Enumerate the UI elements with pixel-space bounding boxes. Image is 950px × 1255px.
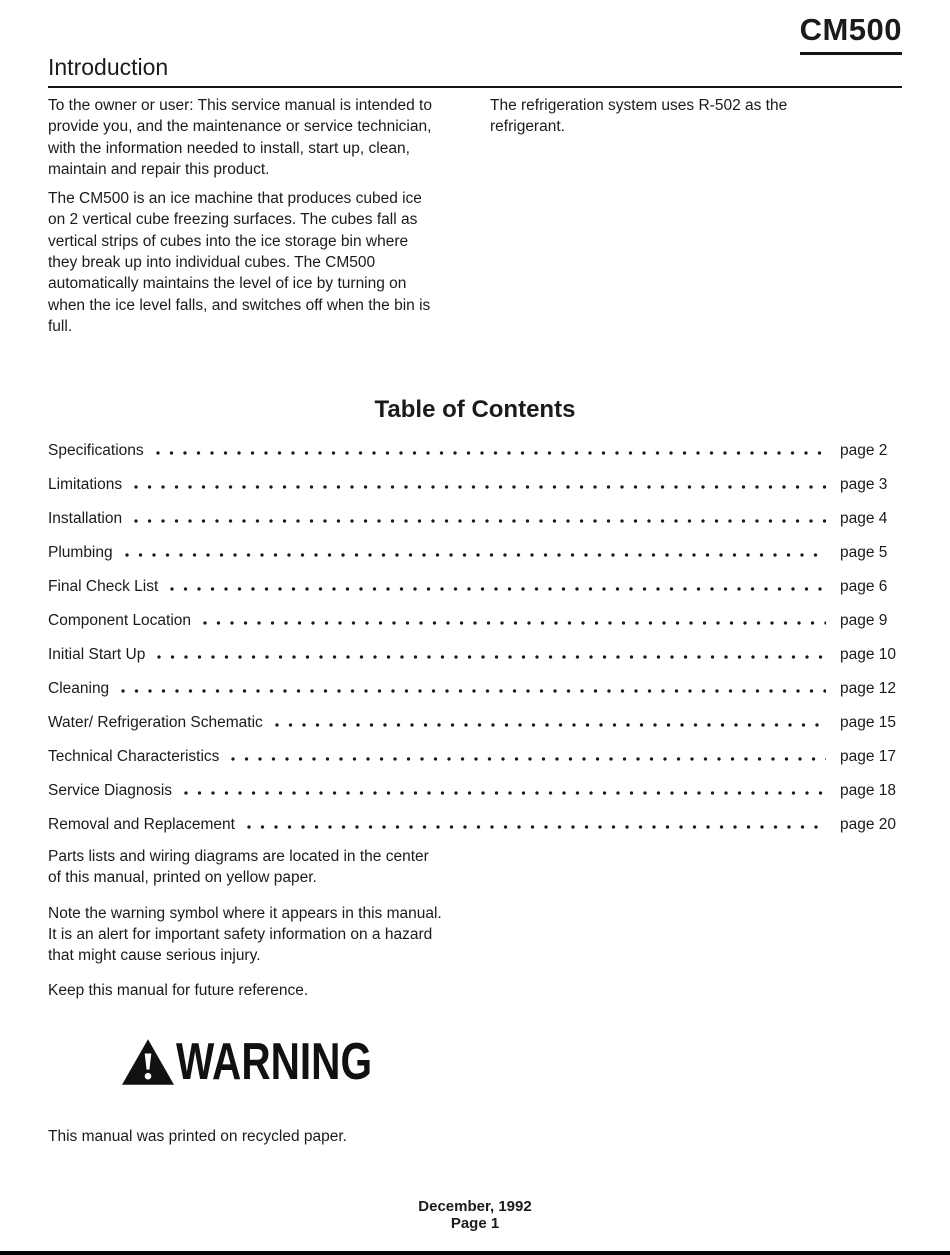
warning-triangle-icon <box>122 1038 174 1086</box>
toc-label: Removal and Replacement <box>48 816 235 833</box>
footer-page-number: Page 1 <box>450 1215 500 1232</box>
table-of-contents <box>48 440 902 848</box>
toc-label: Limitations <box>48 476 123 493</box>
toc-page-number: page 18 <box>840 782 897 799</box>
intro-left-column <box>48 95 440 337</box>
toc-page-number: page 4 <box>840 510 888 527</box>
notes-section <box>48 846 446 1016</box>
toc-label: Technical Characteristics <box>48 748 220 765</box>
intro-paragraph: The CM500 is an ice machine that produces cubed ice on 2 vertical cube freezing surfaces. The cubes fall as vertical strips of cubes into the ice storage bin where they break up into individual cubes. The CM500 automatically maintains the level of ice by turning on when the ice level falls, and switches off when the bin is full. <box>48 190 431 335</box>
warning-banner <box>122 1033 427 1091</box>
toc-page-number: page 10 <box>840 646 897 663</box>
toc-label: Cleaning <box>48 680 110 697</box>
intro-paragraph: To the owner or user: This service manual is intended to provide you, and the maintenance or service technician, with the information needed to install, start up, clean, maintain and repair this product. <box>48 97 432 178</box>
toc-page-number: page 2 <box>840 442 888 459</box>
toc-row <box>48 542 902 563</box>
toc-dot-leader <box>184 791 826 795</box>
toc-dot-leader <box>134 519 826 523</box>
toc-title: Table of Contents <box>374 396 576 423</box>
toc-row <box>48 678 902 699</box>
toc-label: Initial Start Up <box>48 646 146 663</box>
toc-row <box>48 746 902 767</box>
toc-label: Component Location <box>48 612 192 629</box>
note-paragraph: Keep this manual for future reference. <box>48 982 309 1000</box>
toc-row <box>48 780 902 801</box>
toc-row <box>48 814 902 835</box>
toc-label: Service Diagnosis <box>48 782 173 799</box>
toc-label: Plumbing <box>48 544 113 561</box>
toc-row <box>48 576 902 597</box>
toc-label: Water/ Refrigeration Schematic <box>48 714 263 731</box>
toc-dot-leader <box>121 689 826 693</box>
toc-row <box>48 712 902 733</box>
footer-date: December, 1992 <box>418 1198 532 1215</box>
toc-page-number: page 20 <box>840 816 897 833</box>
note-paragraph: Parts lists and wiring diagrams are located in the center of this manual, printed on yellow paper. <box>48 848 429 887</box>
toc-dot-leader <box>247 825 826 829</box>
header-rule <box>48 86 902 88</box>
toc-dot-leader <box>157 655 826 659</box>
toc-row <box>48 644 902 665</box>
toc-dot-leader <box>125 553 826 557</box>
toc-page-number: page 5 <box>840 544 888 561</box>
toc-row <box>48 508 902 529</box>
model-number: CM500 <box>800 12 902 55</box>
intro-paragraph: The refrigeration system uses R-502 as the refrigerant. <box>490 97 788 136</box>
recycled-paper-note: This manual was printed on recycled paper. <box>48 1128 347 1145</box>
toc-dot-leader <box>203 621 826 625</box>
warning-label: WARNING <box>176 1033 373 1091</box>
toc-page-number: page 9 <box>840 612 888 629</box>
intro-right-column <box>490 95 846 337</box>
toc-row <box>48 610 902 631</box>
toc-page-number: page 12 <box>840 680 897 697</box>
intro-columns <box>48 95 902 337</box>
page-footer <box>0 1198 950 1232</box>
toc-label: Installation <box>48 510 123 527</box>
note-paragraph: Note the warning symbol where it appears in this manual. It is an alert for important safety information on a hazard that might cause serious injury. <box>48 904 442 965</box>
toc-row <box>48 440 902 461</box>
toc-label: Final Check List <box>48 578 159 595</box>
toc-dot-leader <box>170 587 826 591</box>
toc-page-number: page 15 <box>840 714 897 731</box>
toc-page-number: page 6 <box>840 578 888 595</box>
section-title: Introduction <box>48 54 169 80</box>
toc-page-number: page 3 <box>840 476 888 493</box>
page-bottom-edge <box>0 1251 950 1255</box>
toc-dot-leader <box>134 485 826 489</box>
toc-label: Specifications <box>48 442 144 459</box>
toc-dot-leader <box>275 723 826 727</box>
toc-page-number: page 17 <box>840 748 897 765</box>
toc-dot-leader <box>231 757 826 761</box>
toc-row <box>48 474 902 495</box>
toc-dot-leader <box>156 451 826 455</box>
